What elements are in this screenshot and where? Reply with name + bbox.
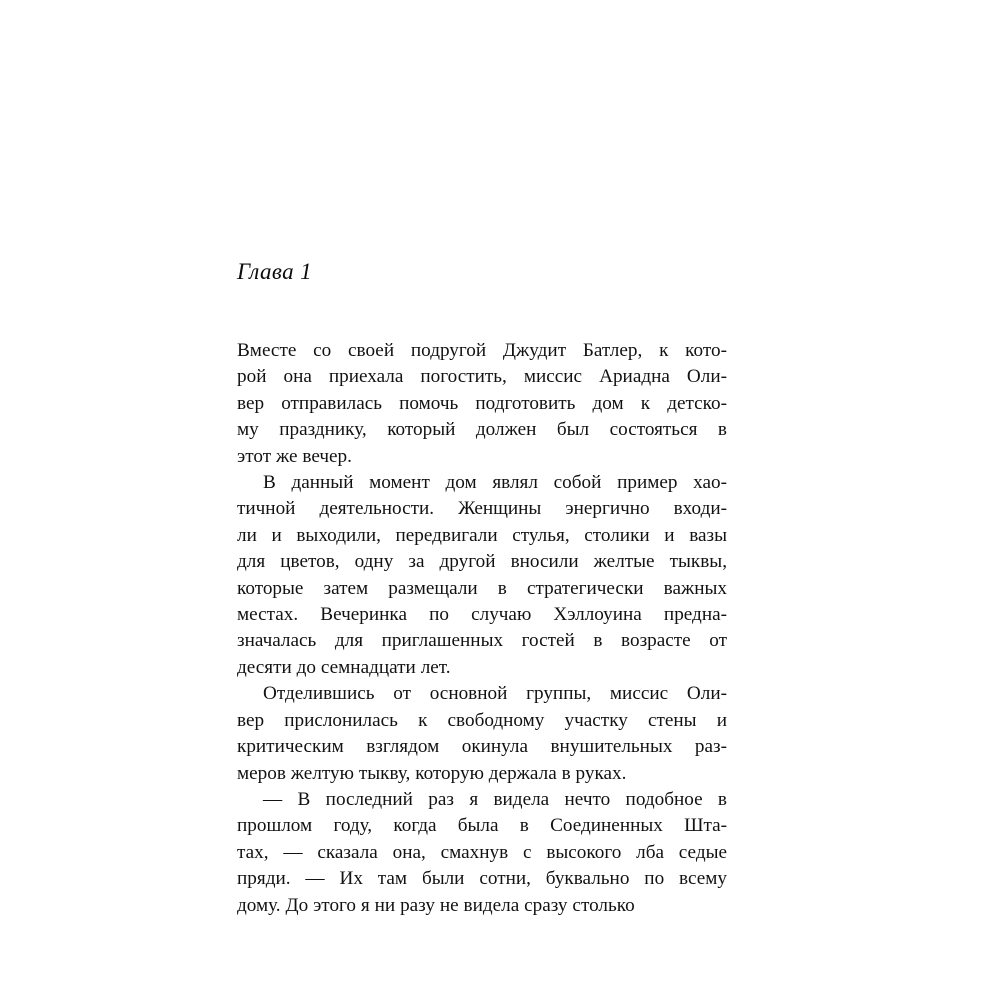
text-line: ли и выходили, передвигали стулья, столики и вазы (237, 524, 727, 546)
text-line: значалась для приглашенных гостей в возрасте от (237, 630, 727, 652)
paragraph-3 (237, 681, 727, 787)
chapter-heading: Глава 1 (237, 259, 313, 284)
paragraph-2 (237, 470, 727, 681)
text-line: вер прислонилась к свободному участку стены и (237, 709, 727, 731)
text-line: Отделившись от основной группы, миссис Оли- (263, 683, 727, 705)
text-line: му празднику, который должен был состояться в (237, 419, 727, 441)
text-line: В данный момент дом являл собой пример хао- (263, 472, 727, 494)
text-line: местах. Вечеринка по случаю Хэллоуина предна- (237, 604, 727, 626)
paragraph-4 (237, 787, 727, 919)
page-text-block (237, 258, 727, 919)
text-line: дому. До этого я ни разу не видела сразу столько (237, 894, 635, 916)
text-line: меров желтую тыкву, которую держала в руках. (237, 762, 627, 784)
text-line: тах, — сказала она, смахнув с высокого лба седые (237, 841, 727, 863)
text-line: критическим взглядом окинула внушительных раз- (237, 736, 727, 758)
text-line: пряди. — Их там были сотни, буквально по всему (237, 868, 727, 890)
text-line: которые затем размещали в стратегически важных (237, 577, 727, 599)
text-line: — В последний раз я видела нечто подобное в (263, 788, 727, 810)
text-line: этот же вечер. (237, 445, 352, 467)
body-copy (237, 338, 727, 919)
text-line: вер отправилась помочь подготовить дом к детско- (237, 392, 727, 414)
text-line: рой она приехала погостить, миссис Ариадна Оли- (237, 366, 727, 388)
paragraph-1 (237, 338, 727, 470)
text-line: прошлом году, когда была в Соединенных Шта- (237, 815, 727, 837)
text-line: для цветов, одну за другой вносили желтые тыквы, (237, 551, 727, 573)
text-line: тичной деятельности. Женщины энергично входи- (237, 498, 727, 520)
text-line: Вместе со своей подругой Джудит Батлер, к кото- (237, 340, 727, 361)
text-line: десяти до семнадцати лет. (237, 656, 451, 678)
